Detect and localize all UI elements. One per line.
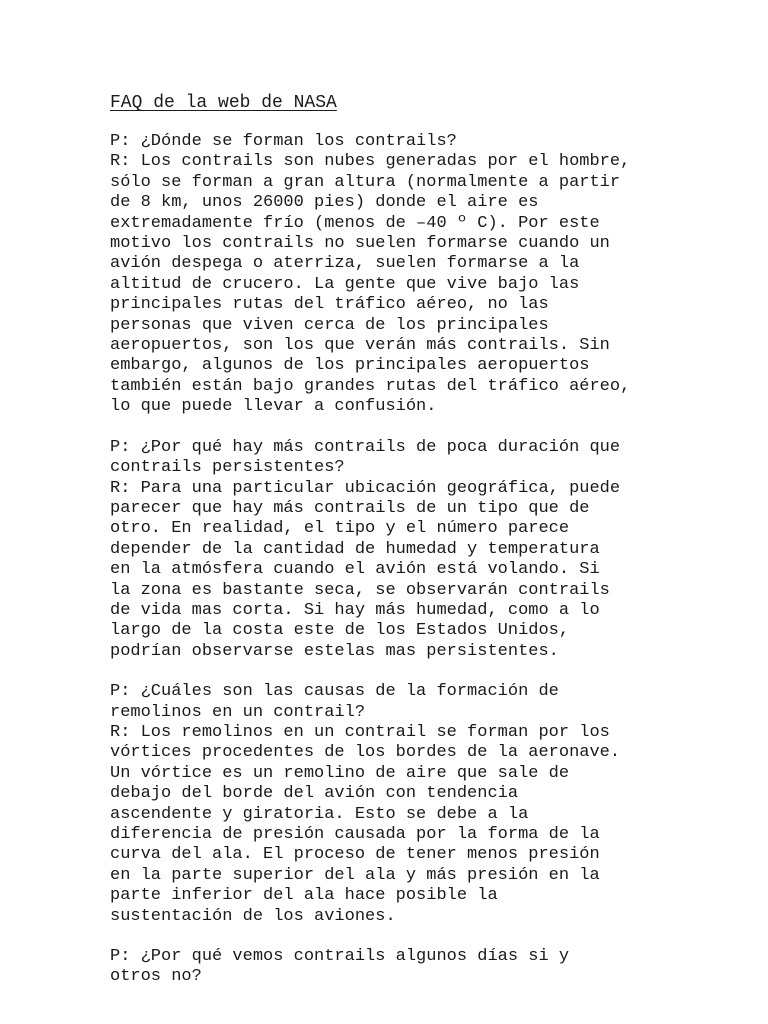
text-line: R: Los remolinos en un contrail se forman por los — [110, 722, 610, 742]
text-line: motivo los contrails no suelen formarse cuando un — [110, 234, 610, 254]
text-line: también están bajo grandes rutas del tráfico aéreo, — [110, 376, 631, 396]
text-line: curva del ala. El proceso de tener menos presión — [110, 845, 600, 865]
text-line: parte inferior del ala hace posible la — [110, 886, 498, 906]
text-line: avión despega o aterriza, suelen formarse a la — [110, 254, 580, 274]
faq-section-2 — [110, 438, 730, 662]
text-line: sólo se forman a gran altura (normalmente a partir — [110, 172, 621, 192]
text-line: embargo, algunos de los principales aeropuertos — [110, 356, 590, 376]
text-line: altitud de crucero. La gente que vive bajo las — [110, 274, 580, 294]
text-line: en la atmósfera cuando el avión está volando. Si — [110, 560, 600, 580]
faq-section-3 — [110, 682, 730, 927]
text-line: de vida mas corta. Si hay más humedad, como a lo — [110, 600, 600, 620]
text-line: sustentación de los aviones. — [110, 906, 396, 926]
text-line: contrails persistentes? — [110, 458, 345, 478]
text-line: principales rutas del tráfico aéreo, no las — [110, 295, 549, 315]
text-line: extremadamente frío (menos de –40 º C). Por este — [110, 213, 600, 233]
faq-section-4 — [110, 947, 730, 988]
text-line: P: ¿Por qué hay más contrails de poca duración que — [110, 437, 621, 457]
document-page — [110, 92, 730, 1008]
text-line: diferencia de presión causada por la forma de la — [110, 825, 600, 844]
text-line: debajo del borde del avión con tendencia — [110, 784, 519, 804]
text-line: otro. En realidad, el tipo y el número parece — [110, 519, 570, 539]
text-line: podrían observarse estelas mas persistentes. — [110, 641, 559, 661]
text-line: remolinos en un contrail? — [110, 702, 366, 722]
faq-section-1 — [110, 132, 730, 418]
text-line: vórtices procedentes de los bordes de la aeronave. — [110, 743, 621, 763]
text-line: otros no? — [110, 967, 202, 987]
text-line: de 8 km, unos 26000 pies) donde el aire es — [110, 193, 539, 213]
text-line: P: ¿Por qué vemos contrails algunos días si y — [110, 947, 570, 967]
text-line: largo de la costa este de los Estados Unidos, — [110, 621, 570, 641]
document-title: FAQ de la web de NASA — [110, 93, 337, 113]
text-line: en la parte superior del ala y más presión en la — [110, 865, 600, 885]
text-line: R: Para una particular ubicación geográfica, puede — [110, 478, 621, 498]
text-line: R: Los contrails son nubes generadas por el hombre, — [110, 152, 631, 172]
text-line: la zona es bastante seca, se observarán contrails — [110, 580, 610, 600]
text-line: P: ¿Dónde se forman los contrails? — [110, 132, 457, 151]
text-line: depender de la cantidad de humedad y temperatura — [110, 539, 600, 559]
text-line: aeropuertos, son los que verán más contrails. Sin — [110, 336, 610, 356]
text-line: personas que viven cerca de los principales — [110, 315, 549, 335]
text-line: ascendente y giratoria. Esto se debe a la — [110, 804, 529, 824]
text-line: P: ¿Cuáles son las causas de la formación de — [110, 682, 559, 702]
text-line: parecer que hay más contrails de un tipo que de — [110, 498, 590, 518]
text-line: Un vórtice es un remolino de aire que sale de — [110, 763, 570, 783]
text-line: lo que puede llevar a confusión. — [110, 397, 437, 417]
